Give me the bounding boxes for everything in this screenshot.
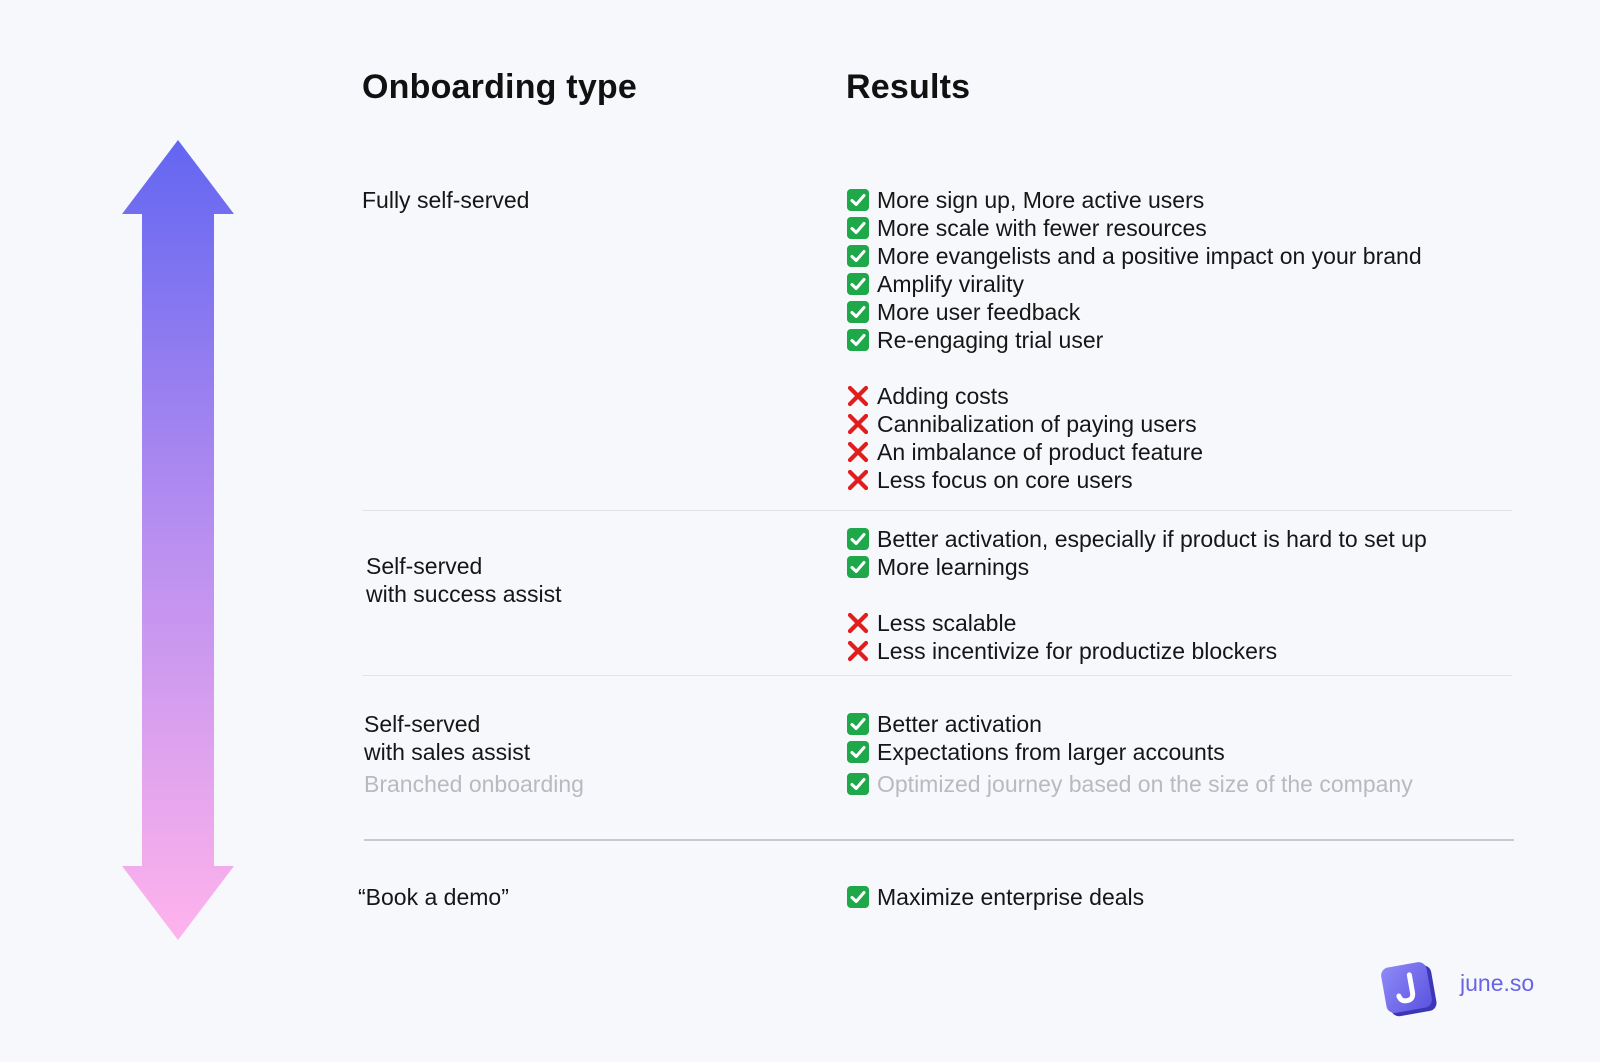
pro-item	[846, 738, 1413, 766]
row-divider	[362, 510, 1512, 511]
pro-item	[846, 214, 1422, 242]
pro-item	[846, 525, 1427, 553]
con-item	[846, 637, 1427, 665]
pro-text: More evangelists and a positive impact on your brand	[877, 243, 1422, 269]
pro-item	[846, 298, 1422, 326]
row-label-sales-assist: Self-served with sales assist Branched onboarding	[364, 711, 584, 797]
branched-onboarding-note: Branched onboarding	[364, 771, 584, 797]
brand-name: june.so	[1460, 970, 1535, 996]
pro-item	[846, 883, 1144, 911]
con-item	[846, 438, 1422, 466]
row-label-success-assist: Self-served with success assist	[366, 553, 562, 607]
pro-text: Optimized journey based on the size of the company	[877, 771, 1413, 797]
results-success-assist	[846, 525, 1427, 665]
double-arrow-icon	[122, 140, 234, 940]
con-text: Less focus on core users	[877, 467, 1133, 493]
results-sales-assist	[846, 710, 1413, 798]
check-icon	[846, 300, 870, 324]
check-icon	[846, 216, 870, 240]
check-icon	[846, 740, 870, 764]
check-icon	[846, 885, 870, 909]
pro-item	[846, 186, 1422, 214]
check-icon	[846, 244, 870, 268]
pro-item	[846, 270, 1422, 298]
pro-item	[846, 553, 1427, 581]
check-icon	[846, 272, 870, 296]
row-label-book-a-demo: “Book a demo”	[358, 884, 509, 910]
results-book-a-demo	[846, 883, 1144, 911]
results-header: Results	[846, 68, 971, 106]
cross-icon	[846, 384, 870, 408]
pro-text: Expectations from larger accounts	[877, 739, 1225, 765]
con-text: Adding costs	[877, 383, 1009, 409]
pro-text: More sign up, More active users	[877, 187, 1205, 213]
check-icon	[846, 555, 870, 579]
row-divider	[362, 675, 1512, 676]
check-icon	[846, 328, 870, 352]
con-item	[846, 609, 1427, 637]
con-item	[846, 382, 1422, 410]
cross-icon	[846, 412, 870, 436]
results-fully-self-served	[846, 186, 1422, 494]
con-text: An imbalance of product feature	[877, 439, 1204, 465]
cross-icon	[846, 639, 870, 663]
pro-text: More learnings	[877, 554, 1030, 580]
con-text: Less incentivize for productize blockers	[877, 638, 1278, 664]
pro-item	[846, 326, 1422, 354]
check-icon	[846, 712, 870, 736]
con-item	[846, 466, 1422, 494]
row-divider-strong	[364, 839, 1514, 841]
pro-item	[846, 770, 1413, 798]
pro-text: Better activation	[877, 711, 1042, 737]
con-item	[846, 410, 1422, 438]
pro-text: Better activation, especially if product is hard to set up	[877, 526, 1427, 552]
check-icon	[846, 772, 870, 796]
pro-item	[846, 710, 1413, 738]
pro-text: Re-engaging trial user	[877, 327, 1104, 353]
row-label-fully-self-served: Fully self-served	[362, 187, 530, 213]
cross-icon	[846, 440, 870, 464]
pro-item	[846, 242, 1422, 270]
pro-text: More scale with fewer resources	[877, 215, 1207, 241]
check-icon	[846, 188, 870, 212]
check-icon	[846, 527, 870, 551]
pro-text: Maximize enterprise deals	[877, 884, 1145, 910]
onboarding-type-header: Onboarding type	[362, 68, 637, 106]
cross-icon	[846, 468, 870, 492]
pro-text: More user feedback	[877, 299, 1081, 325]
con-text: Cannibalization of paying users	[877, 411, 1197, 437]
con-text: Less scalable	[877, 610, 1017, 636]
cross-icon	[846, 611, 870, 635]
june-logo-icon	[1380, 960, 1440, 1020]
pro-text: Amplify virality	[877, 271, 1024, 297]
